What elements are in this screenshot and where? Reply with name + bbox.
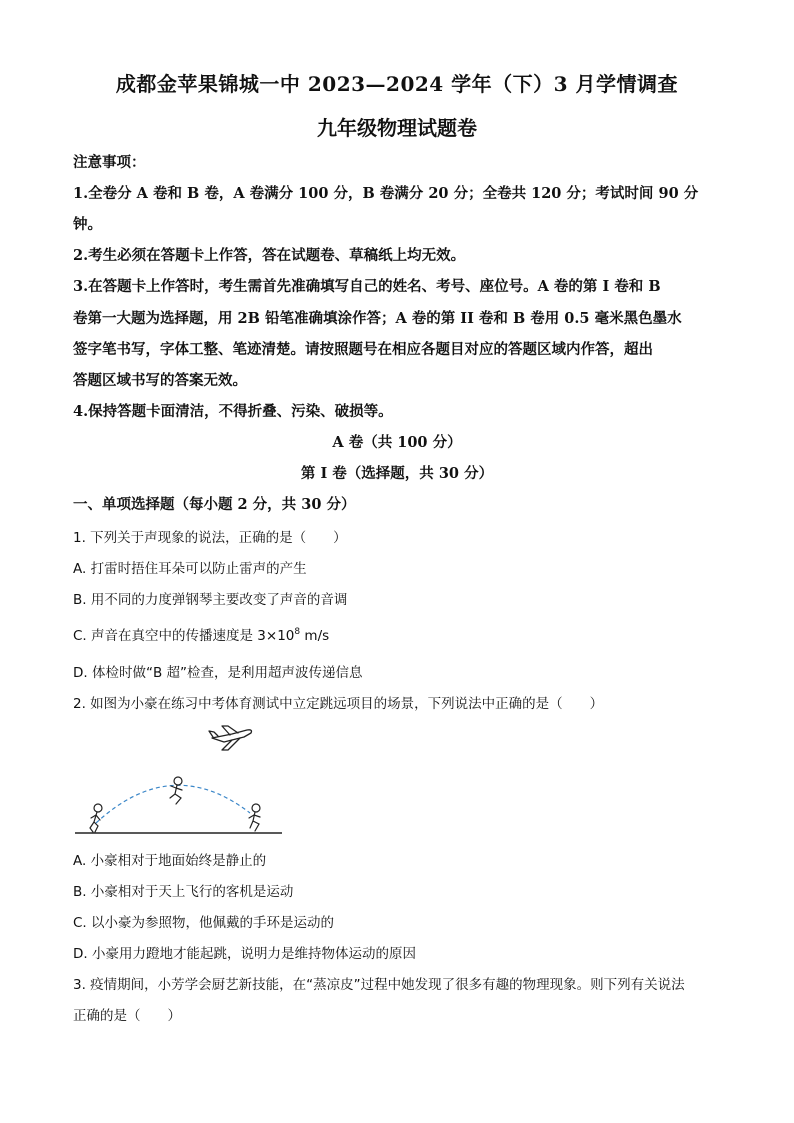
note-1-line-2: 钟。 [73, 216, 102, 233]
q1-option-c-exponent: 8 [294, 627, 301, 637]
jumper-takeoff-icon [90, 804, 102, 832]
airplane-icon [209, 726, 252, 750]
q1-option-d: D. 体检时做“B 超”检查，是利用超声波传递信息 [73, 665, 363, 681]
volume-a-heading: A 卷（共 100 分） [332, 434, 462, 451]
exam-title: 成都金苹果锦城一中 2023—2024 学年（下）3 月学情调查 [115, 72, 679, 96]
notes-heading: 注意事项： [73, 154, 146, 171]
q1-option-c [73, 624, 329, 644]
q1-option-b: B. 用不同的力度弹钢琴主要改变了声音的音调 [73, 592, 348, 608]
jumper-landing-icon [249, 804, 260, 831]
note-3-line-2: 卷第一大题为选择题，用 2B 铅笔准确填涂作答；A 卷的第 II 卷和 B 卷用 0.5 毫米黑色墨水 [73, 310, 682, 327]
q3-stem-line-2: 正确的是（ ） [73, 1008, 181, 1024]
q2-option-b: B. 小豪相对于天上飞行的客机是运动 [73, 884, 294, 900]
note-3-line-4: 答题区域书写的答案无效。 [73, 372, 247, 389]
q1-stem: 1. 下列关于声现象的说法，正确的是（ ） [73, 530, 347, 546]
q1-option-a: A. 打雷时捂住耳朵可以防止雷声的产生 [73, 561, 307, 577]
part-1-heading: 第 I 卷（选择题，共 30 分） [300, 465, 494, 482]
q2-option-c: C. 以小豪为参照物，他佩戴的手环是运动的 [73, 915, 335, 931]
note-3-line-1: 3.在答题卡上作答时，考生需首先准确填写自己的姓名、考号、座位号。A 卷的第 I 卷和 B [73, 278, 661, 295]
note-3-line-3: 签字笔书写，字体工整、笔迹清楚。请按照题号在相应各题目对应的答题区域内作答，超出 [73, 341, 653, 358]
long-jump-figure [72, 718, 287, 840]
q1-option-c-unit: m/s [300, 628, 330, 644]
note-2: 2.考生必须在答题卡上作答，答在试题卷、草稿纸上均无效。 [73, 247, 466, 264]
note-1-line-1: 1.全卷分 A 卷和 B 卷，A 卷满分 100 分，B 卷满分 20 分；全卷共 120 分；考试时间 90 分 [73, 185, 699, 202]
q3-stem-line-1: 3. 疫情期间，小芳学会厨艺新技能，在“蒸凉皮”过程中她发现了很多有趣的物理现象。则下列有关说法 [73, 977, 685, 993]
q2-option-a: A. 小豪相对于地面始终是静止的 [73, 853, 267, 869]
jump-trajectory [96, 785, 250, 823]
q2-option-d: D. 小豪用力蹬地才能起跳，说明力是维持物体运动的原因 [73, 946, 416, 962]
single-choice-heading: 一、单项选择题（每小题 2 分，共 30 分） [73, 496, 356, 513]
exam-subtitle: 九年级物理试题卷 [317, 116, 477, 140]
note-4: 4.保持答题卡面清洁，不得折叠、污染、破损等。 [73, 403, 393, 420]
q1-option-c-text: C. 声音在真空中的传播速度是 3×10 [73, 628, 295, 644]
jumper-midair-icon [170, 777, 182, 804]
q2-stem: 2. 如图为小豪在练习中考体育测试中立定跳远项目的场景，下列说法中正确的是（ ） [73, 696, 604, 712]
